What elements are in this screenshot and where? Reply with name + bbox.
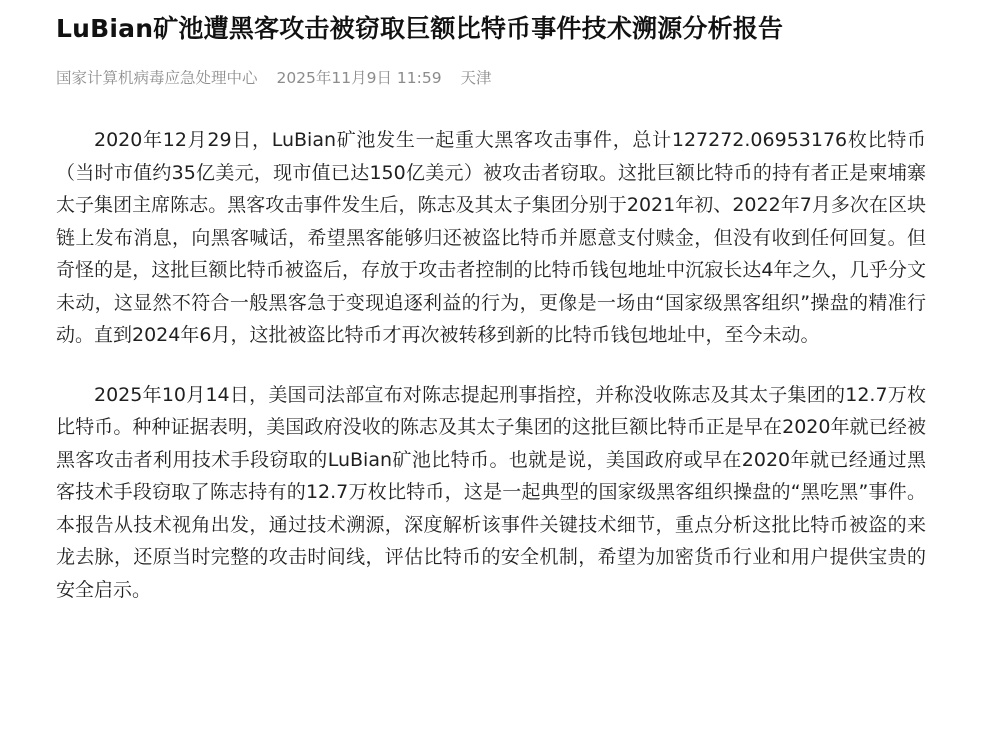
article-source[interactable]: 国家计算机病毒应急处理中心	[56, 69, 258, 87]
article-datetime: 2025年11月9日 11:59	[276, 69, 442, 87]
article-paragraph: 2025年10月14日，美国司法部宣布对陈志提起刑事指控，并称没收陈志及其太子集团的12.7万枚比特币。种种证据表明，美国政府没收的陈志及其太子集团的这批巨额比特币正是早在2020年就已经被黑客攻击者利用技术手段窃取的LuBian矿池比特币。也就是说，美国政府或早在2020年就已经通过黑客技术手段窃取了陈志持有的12.7万枚比特币，这是一起典型的国家级黑客组织操盘的“黑吃黑”事件。本报告从技术视角出发，通过技术溯源，深度解析该事件关键技术细节，重点分析这批比特币被盗的来龙去脉，还原当时完整的攻击时间线，评估比特币的安全机制，希望为加密货币行业和用户提供宝贵的安全启示。	[56, 383, 926, 601]
article-paragraph: 2020年12月29日，LuBian矿池发生一起重大黑客攻击事件，总计127272.06953176枚比特币（当时市值约35亿美元，现市值已达150亿美元）被攻击者窃取。这批巨额比特币的持有者正是柬埔寨太子集团主席陈志。黑客攻击事件发生后，陈志及其太子集团分别于2021年初、2022年7月多次在区块链上发布消息，向黑客喊话，希望黑客能够归还被盗比特币并愿意支付赎金，但没有收到任何回复。但奇怪的是，这批巨额比特币被盗后，存放于攻击者控制的比特币钱包地址中沉寂长达4年之久，几乎分文未动，这显然不符合一般黑客急于变现追逐利益的行为，更像是一场由“国家级黑客组织”操盘的精准行动。直到2024年6月，这批被盗比特币才再次被转移到新的比特币钱包地址中，至今未动。	[56, 129, 926, 346]
article-meta	[56, 67, 926, 89]
article-body	[56, 124, 926, 606]
article-location: 天津	[460, 69, 492, 87]
article	[56, 0, 926, 606]
article-title: LuBian矿池遭黑客攻击被窃取巨额比特币事件技术溯源分析报告	[56, 14, 784, 43]
